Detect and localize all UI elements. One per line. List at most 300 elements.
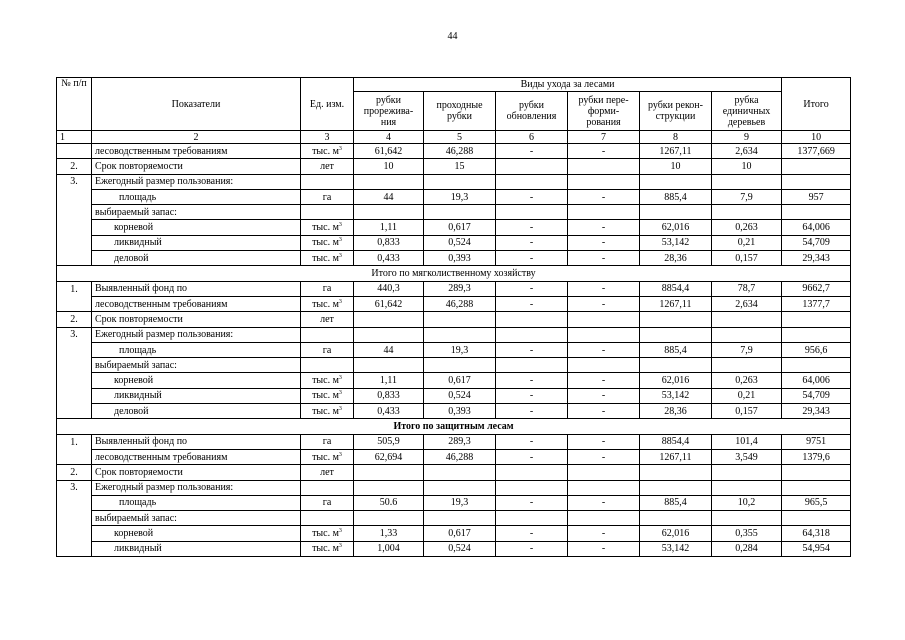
unit-cell bbox=[301, 189, 354, 204]
value-cell: - bbox=[568, 281, 640, 296]
section-row bbox=[57, 419, 851, 434]
value-cell: 0,157 bbox=[712, 251, 782, 266]
value-cell: - bbox=[568, 526, 640, 541]
value-cell: 7,9 bbox=[712, 189, 782, 204]
indicator-name: выбираемый запас: bbox=[92, 205, 301, 220]
indicator-name: лесоводственным требованиям bbox=[92, 144, 301, 159]
table-row bbox=[57, 480, 851, 495]
header-col-passage: проходные рубки bbox=[424, 92, 496, 131]
value-cell: 0,284 bbox=[712, 541, 782, 556]
value-cell bbox=[354, 480, 424, 495]
unit-superscript: 3 bbox=[338, 222, 342, 229]
indicator-name: корневой bbox=[92, 220, 301, 235]
unit-cell bbox=[301, 312, 354, 327]
indicator-name: лесоводственным требованиям bbox=[92, 296, 301, 311]
value-cell bbox=[354, 511, 424, 526]
value-cell: 0,433 bbox=[354, 404, 424, 419]
value-cell bbox=[496, 465, 568, 480]
value-cell: 1267,11 bbox=[640, 144, 712, 159]
value-cell: - bbox=[496, 434, 568, 449]
value-cell: 1,004 bbox=[354, 541, 424, 556]
value-cell: 62,694 bbox=[354, 449, 424, 464]
value-cell bbox=[640, 174, 712, 189]
table-row bbox=[57, 281, 851, 296]
value-cell bbox=[496, 205, 568, 220]
value-cell: 505,9 bbox=[354, 434, 424, 449]
row-number bbox=[57, 511, 92, 526]
value-cell: 0,21 bbox=[712, 235, 782, 250]
value-cell bbox=[354, 358, 424, 373]
value-cell: 46,288 bbox=[424, 296, 496, 311]
total-value bbox=[782, 465, 851, 480]
value-cell: 0,617 bbox=[424, 220, 496, 235]
table-body bbox=[57, 144, 851, 557]
column-number: 4 bbox=[354, 131, 424, 144]
table-row bbox=[57, 189, 851, 204]
value-cell: 61,642 bbox=[354, 144, 424, 159]
indicator-name: выбираемый запас: bbox=[92, 358, 301, 373]
value-cell: 0,833 bbox=[354, 235, 424, 250]
value-cell bbox=[496, 312, 568, 327]
total-value bbox=[782, 358, 851, 373]
indicator-name: Ежегодный размер пользования: bbox=[92, 327, 301, 342]
unit-cell bbox=[301, 296, 354, 311]
value-cell: 1,33 bbox=[354, 526, 424, 541]
row-number bbox=[57, 144, 92, 159]
value-cell: - bbox=[568, 404, 640, 419]
value-cell: 0,433 bbox=[354, 251, 424, 266]
total-value: 956,6 bbox=[782, 342, 851, 357]
value-cell: - bbox=[496, 388, 568, 403]
unit-cell bbox=[301, 541, 354, 556]
header-col-thinning: рубки прорежива-ния bbox=[354, 92, 424, 131]
value-cell: 1,11 bbox=[354, 373, 424, 388]
unit-cell bbox=[301, 495, 354, 510]
column-number: 5 bbox=[424, 131, 496, 144]
indicator-name: площадь bbox=[92, 189, 301, 204]
value-cell: 46,288 bbox=[424, 449, 496, 464]
column-numbers-row bbox=[57, 131, 851, 144]
value-cell: 7,9 bbox=[712, 342, 782, 357]
unit-text: га bbox=[322, 436, 332, 448]
value-cell: 289,3 bbox=[424, 434, 496, 449]
value-cell bbox=[424, 465, 496, 480]
total-value: 54,954 bbox=[782, 541, 851, 556]
table-row bbox=[57, 404, 851, 419]
forest-care-table bbox=[56, 77, 851, 557]
indicator-name: деловой bbox=[92, 404, 301, 419]
value-cell: 53,142 bbox=[640, 388, 712, 403]
total-value: 1377,7 bbox=[782, 296, 851, 311]
total-value bbox=[782, 327, 851, 342]
value-cell: 0,617 bbox=[424, 373, 496, 388]
table-row bbox=[57, 159, 851, 174]
total-value: 64,006 bbox=[782, 220, 851, 235]
header-unit: Ед. изм. bbox=[301, 78, 354, 131]
unit-text: лет bbox=[320, 160, 334, 172]
row-number bbox=[57, 189, 92, 204]
indicator-name: Ежегодный размер пользования: bbox=[92, 480, 301, 495]
value-cell: - bbox=[568, 449, 640, 464]
unit-text: тыс. м bbox=[312, 298, 339, 310]
total-value: 9751 bbox=[782, 434, 851, 449]
unit-text: га bbox=[322, 283, 332, 295]
value-cell: 19,3 bbox=[424, 495, 496, 510]
row-number: 1. bbox=[57, 281, 92, 296]
row-number bbox=[57, 220, 92, 235]
value-cell: 2,634 bbox=[712, 144, 782, 159]
value-cell bbox=[424, 480, 496, 495]
table-row bbox=[57, 465, 851, 480]
total-value bbox=[782, 312, 851, 327]
value-cell bbox=[568, 159, 640, 174]
unit-superscript: 3 bbox=[338, 298, 342, 305]
column-number: 8 bbox=[640, 131, 712, 144]
section-title: Итого по защитным лесам bbox=[57, 419, 851, 434]
unit-cell bbox=[301, 220, 354, 235]
unit-cell bbox=[301, 358, 354, 373]
row-number bbox=[57, 358, 92, 373]
column-number: 1 bbox=[57, 131, 92, 144]
value-cell: 50.6 bbox=[354, 495, 424, 510]
value-cell bbox=[424, 312, 496, 327]
column-number: 7 bbox=[568, 131, 640, 144]
value-cell: - bbox=[568, 388, 640, 403]
value-cell: 10 bbox=[712, 159, 782, 174]
value-cell bbox=[712, 480, 782, 495]
table-row bbox=[57, 312, 851, 327]
value-cell: 0,524 bbox=[424, 235, 496, 250]
value-cell bbox=[568, 358, 640, 373]
unit-text: тыс. м bbox=[312, 237, 339, 249]
total-value: 64,318 bbox=[782, 526, 851, 541]
value-cell: - bbox=[496, 495, 568, 510]
unit-cell bbox=[301, 342, 354, 357]
value-cell: 44 bbox=[354, 342, 424, 357]
value-cell bbox=[496, 174, 568, 189]
header-col-renewal: рубки обновления bbox=[496, 92, 568, 131]
total-value bbox=[782, 511, 851, 526]
value-cell: - bbox=[496, 235, 568, 250]
value-cell: 10 bbox=[640, 159, 712, 174]
value-cell bbox=[640, 327, 712, 342]
total-value: 29,343 bbox=[782, 251, 851, 266]
table-row bbox=[57, 373, 851, 388]
value-cell: 440,3 bbox=[354, 281, 424, 296]
value-cell bbox=[640, 465, 712, 480]
unit-text: тыс. м bbox=[312, 222, 339, 234]
unit-superscript: 3 bbox=[338, 375, 342, 382]
unit-cell bbox=[301, 205, 354, 220]
value-cell: 3,549 bbox=[712, 449, 782, 464]
unit-superscript: 3 bbox=[338, 528, 342, 535]
unit-text: га bbox=[322, 344, 332, 356]
value-cell: 885,4 bbox=[640, 495, 712, 510]
value-cell: 46,288 bbox=[424, 144, 496, 159]
row-number bbox=[57, 449, 92, 464]
table-row bbox=[57, 434, 851, 449]
unit-cell bbox=[301, 465, 354, 480]
table-row bbox=[57, 174, 851, 189]
unit-superscript: 3 bbox=[338, 237, 342, 244]
value-cell bbox=[496, 358, 568, 373]
total-value: 1379,6 bbox=[782, 449, 851, 464]
value-cell: 61,642 bbox=[354, 296, 424, 311]
value-cell: 62,016 bbox=[640, 373, 712, 388]
value-cell bbox=[354, 465, 424, 480]
value-cell: - bbox=[496, 281, 568, 296]
header-indicators: Показатели bbox=[92, 78, 301, 131]
unit-cell bbox=[301, 526, 354, 541]
unit-text: тыс. м bbox=[312, 390, 339, 402]
unit-cell bbox=[301, 327, 354, 342]
value-cell: 15 bbox=[424, 159, 496, 174]
row-number bbox=[57, 526, 92, 541]
value-cell: 0,263 bbox=[712, 373, 782, 388]
value-cell: - bbox=[568, 235, 640, 250]
table-row bbox=[57, 220, 851, 235]
row-number bbox=[57, 541, 92, 556]
value-cell bbox=[568, 465, 640, 480]
indicator-name: Срок повторяемости bbox=[92, 159, 301, 174]
value-cell bbox=[640, 358, 712, 373]
indicator-name: Ежегодный размер пользования: bbox=[92, 174, 301, 189]
value-cell bbox=[568, 327, 640, 342]
value-cell: 28,36 bbox=[640, 251, 712, 266]
value-cell: 0,393 bbox=[424, 251, 496, 266]
value-cell bbox=[712, 205, 782, 220]
row-number: 3. bbox=[57, 480, 92, 495]
value-cell: 1,11 bbox=[354, 220, 424, 235]
value-cell: 53,142 bbox=[640, 235, 712, 250]
value-cell bbox=[496, 480, 568, 495]
value-cell: 0,833 bbox=[354, 388, 424, 403]
value-cell bbox=[424, 327, 496, 342]
value-cell: 8854,4 bbox=[640, 434, 712, 449]
section-title: Итого по мягколиственному хозяйству bbox=[57, 266, 851, 281]
unit-cell bbox=[301, 159, 354, 174]
value-cell: - bbox=[568, 434, 640, 449]
value-cell bbox=[712, 358, 782, 373]
table-row bbox=[57, 251, 851, 266]
total-value: 957 bbox=[782, 189, 851, 204]
table-row bbox=[57, 449, 851, 464]
value-cell: - bbox=[568, 342, 640, 357]
value-cell: 885,4 bbox=[640, 189, 712, 204]
total-value bbox=[782, 174, 851, 189]
indicator-name: корневой bbox=[92, 373, 301, 388]
column-number: 9 bbox=[712, 131, 782, 144]
unit-superscript: 3 bbox=[338, 390, 342, 397]
unit-cell bbox=[301, 235, 354, 250]
value-cell: - bbox=[496, 526, 568, 541]
value-cell: 10,2 bbox=[712, 495, 782, 510]
unit-cell bbox=[301, 281, 354, 296]
value-cell bbox=[568, 174, 640, 189]
value-cell: - bbox=[568, 495, 640, 510]
row-number bbox=[57, 388, 92, 403]
value-cell bbox=[424, 511, 496, 526]
table-row bbox=[57, 327, 851, 342]
value-cell: 78,7 bbox=[712, 281, 782, 296]
value-cell bbox=[354, 205, 424, 220]
value-cell: 0,617 bbox=[424, 526, 496, 541]
unit-cell bbox=[301, 144, 354, 159]
total-value bbox=[782, 205, 851, 220]
indicator-name: Срок повторяемости bbox=[92, 465, 301, 480]
row-number: 3. bbox=[57, 327, 92, 342]
value-cell: - bbox=[568, 251, 640, 266]
row-number: 2. bbox=[57, 312, 92, 327]
unit-text: тыс. м bbox=[312, 528, 339, 540]
section-row bbox=[57, 266, 851, 281]
unit-text: тыс. м bbox=[312, 145, 339, 157]
value-cell bbox=[424, 174, 496, 189]
header-total: Итого bbox=[782, 78, 851, 131]
unit-superscript: 3 bbox=[338, 543, 342, 550]
value-cell bbox=[354, 327, 424, 342]
value-cell bbox=[640, 511, 712, 526]
value-cell: - bbox=[568, 541, 640, 556]
value-cell: - bbox=[568, 296, 640, 311]
unit-cell bbox=[301, 404, 354, 419]
value-cell: 19,3 bbox=[424, 189, 496, 204]
header-col-reconstruction: рубки рекон-струкции bbox=[640, 92, 712, 131]
unit-text: лет bbox=[320, 313, 334, 325]
value-cell bbox=[712, 174, 782, 189]
value-cell bbox=[424, 205, 496, 220]
total-value: 54,709 bbox=[782, 235, 851, 250]
column-number: 2 bbox=[92, 131, 301, 144]
unit-superscript: 3 bbox=[338, 252, 342, 259]
column-number: 10 bbox=[782, 131, 851, 144]
indicator-name: Выявленный фонд по bbox=[92, 281, 301, 296]
unit-cell bbox=[301, 388, 354, 403]
value-cell: 1267,11 bbox=[640, 296, 712, 311]
value-cell: - bbox=[568, 220, 640, 235]
table-row bbox=[57, 526, 851, 541]
value-cell: - bbox=[496, 144, 568, 159]
value-cell bbox=[568, 480, 640, 495]
value-cell bbox=[712, 327, 782, 342]
indicator-name: корневой bbox=[92, 526, 301, 541]
unit-text: га bbox=[322, 191, 332, 203]
page-number: 44 bbox=[447, 31, 458, 42]
unit-text: лет bbox=[320, 466, 334, 478]
value-cell bbox=[568, 511, 640, 526]
column-number: 3 bbox=[301, 131, 354, 144]
indicator-name: площадь bbox=[92, 495, 301, 510]
row-number: 2. bbox=[57, 159, 92, 174]
unit-text: тыс. м bbox=[312, 252, 339, 264]
table-row bbox=[57, 511, 851, 526]
value-cell: 44 bbox=[354, 189, 424, 204]
table-row bbox=[57, 235, 851, 250]
value-cell: - bbox=[496, 220, 568, 235]
value-cell: 289,3 bbox=[424, 281, 496, 296]
header-care-types: Виды ухода за лесами bbox=[354, 78, 782, 92]
unit-superscript: 3 bbox=[338, 145, 342, 152]
value-cell: 0,263 bbox=[712, 220, 782, 235]
row-number: 1. bbox=[57, 434, 92, 449]
total-value: 29,343 bbox=[782, 404, 851, 419]
value-cell: - bbox=[496, 404, 568, 419]
value-cell bbox=[496, 327, 568, 342]
value-cell bbox=[424, 358, 496, 373]
value-cell: - bbox=[568, 373, 640, 388]
value-cell: 10 bbox=[354, 159, 424, 174]
unit-cell bbox=[301, 174, 354, 189]
table-row bbox=[57, 205, 851, 220]
unit-text: га bbox=[322, 497, 332, 509]
indicator-name: деловой bbox=[92, 251, 301, 266]
value-cell: 0,355 bbox=[712, 526, 782, 541]
header-no: № п/п bbox=[57, 78, 92, 131]
header-col-reformation: рубки пере-форми-рования bbox=[568, 92, 640, 131]
indicator-name: лесоводственным требованиям bbox=[92, 449, 301, 464]
value-cell: 53,142 bbox=[640, 541, 712, 556]
row-number bbox=[57, 296, 92, 311]
value-cell: - bbox=[496, 189, 568, 204]
value-cell: 0,524 bbox=[424, 541, 496, 556]
table-row bbox=[57, 342, 851, 357]
row-number bbox=[57, 251, 92, 266]
unit-text: тыс. м bbox=[312, 375, 339, 387]
indicator-name: выбираемый запас: bbox=[92, 511, 301, 526]
row-number bbox=[57, 205, 92, 220]
value-cell bbox=[712, 465, 782, 480]
unit-superscript: 3 bbox=[338, 405, 342, 412]
table-row bbox=[57, 144, 851, 159]
table-row bbox=[57, 358, 851, 373]
table-row bbox=[57, 388, 851, 403]
indicator-name: ликвидный bbox=[92, 388, 301, 403]
total-value bbox=[782, 480, 851, 495]
value-cell: 62,016 bbox=[640, 526, 712, 541]
indicator-name: ликвидный bbox=[92, 235, 301, 250]
unit-cell bbox=[301, 373, 354, 388]
value-cell bbox=[712, 312, 782, 327]
row-number: 3. bbox=[57, 174, 92, 189]
row-number bbox=[57, 342, 92, 357]
indicator-name: Срок повторяемости bbox=[92, 312, 301, 327]
row-number bbox=[57, 404, 92, 419]
value-cell: 19,3 bbox=[424, 342, 496, 357]
row-number bbox=[57, 235, 92, 250]
value-cell: 0,524 bbox=[424, 388, 496, 403]
indicator-name: Выявленный фонд по bbox=[92, 434, 301, 449]
value-cell bbox=[712, 511, 782, 526]
total-value: 54,709 bbox=[782, 388, 851, 403]
value-cell bbox=[568, 312, 640, 327]
value-cell bbox=[496, 511, 568, 526]
value-cell bbox=[354, 312, 424, 327]
unit-cell bbox=[301, 449, 354, 464]
value-cell: 62,016 bbox=[640, 220, 712, 235]
unit-cell bbox=[301, 251, 354, 266]
value-cell: 0,157 bbox=[712, 404, 782, 419]
indicator-name: площадь bbox=[92, 342, 301, 357]
value-cell bbox=[354, 174, 424, 189]
value-cell: - bbox=[568, 189, 640, 204]
unit-text: тыс. м bbox=[312, 451, 339, 463]
value-cell: - bbox=[568, 144, 640, 159]
total-value: 9662,7 bbox=[782, 281, 851, 296]
table-row bbox=[57, 495, 851, 510]
value-cell: - bbox=[496, 373, 568, 388]
value-cell bbox=[568, 205, 640, 220]
value-cell: 0,21 bbox=[712, 388, 782, 403]
